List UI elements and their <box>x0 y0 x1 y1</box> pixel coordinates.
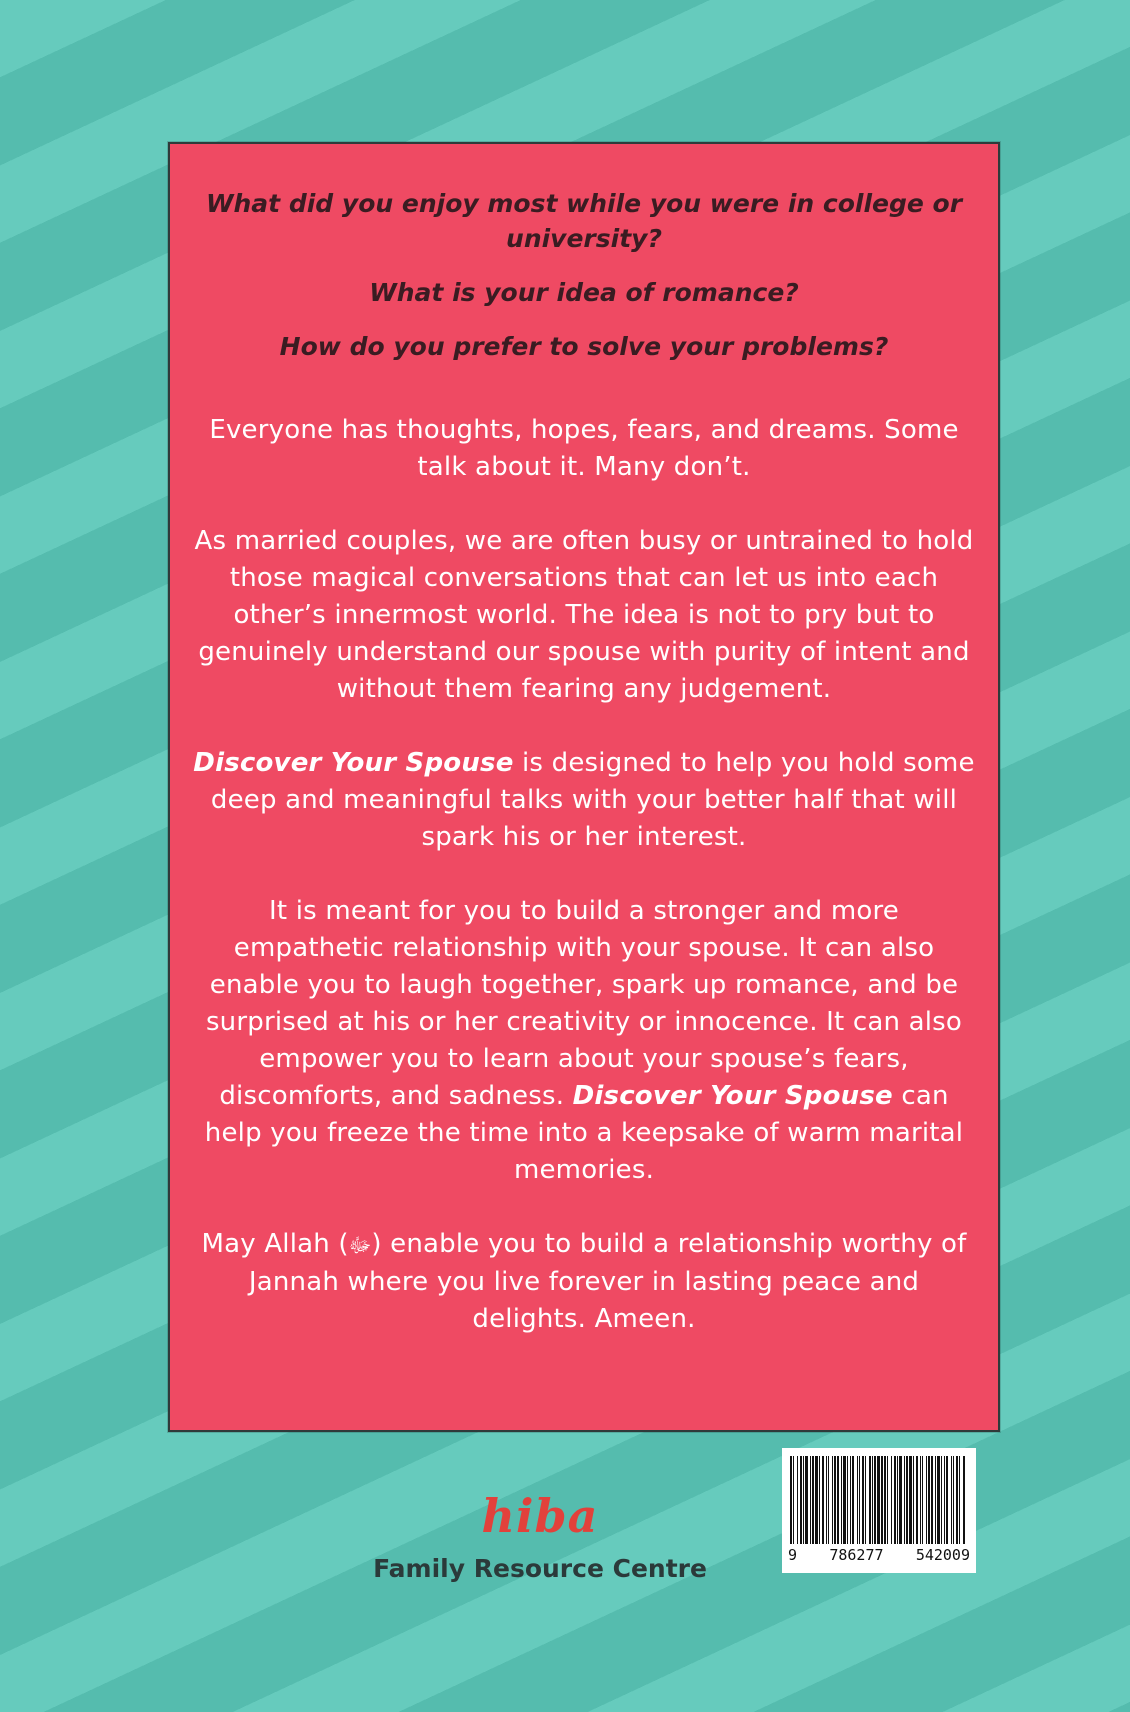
barcode-bar <box>956 1456 958 1544</box>
barcode-bar <box>946 1456 948 1544</box>
paragraph-5-text-a: May Allah ( <box>201 1229 349 1259</box>
barcode-bars <box>788 1456 970 1544</box>
barcode-digits-right: 542009 <box>915 1546 970 1564</box>
barcode-bar <box>920 1456 921 1544</box>
blurb <box>192 412 976 1375</box>
barcode-bar <box>810 1456 811 1544</box>
back-cover-panel <box>168 142 1000 1432</box>
barcode-bar <box>832 1456 833 1544</box>
barcode-bar <box>857 1456 858 1544</box>
barcode-bar <box>850 1456 851 1544</box>
honorific-symbol: ﷻ <box>348 1233 372 1257</box>
barcode-bar <box>837 1456 839 1544</box>
barcode-bar <box>894 1456 896 1544</box>
barcode-bar <box>951 1456 952 1544</box>
barcode-digits <box>788 1546 970 1564</box>
paragraph-1: Everyone has thoughts, hopes, fears, and dreams. Some talk about it. Many don’t. <box>209 415 959 482</box>
barcode-bar <box>843 1456 846 1544</box>
barcode-bar <box>913 1456 914 1544</box>
barcode-bar <box>909 1456 912 1544</box>
barcode-bar <box>793 1456 794 1544</box>
barcode-bar <box>891 1456 892 1544</box>
barcode-bar <box>834 1456 836 1544</box>
barcode-bar <box>872 1456 873 1544</box>
paragraph-5 <box>192 1226 976 1338</box>
barcode-bar <box>877 1456 880 1544</box>
question-2: What is your idea of romance? <box>369 278 799 307</box>
barcode-bar <box>884 1456 886 1544</box>
paragraph-4-text-a: It is meant for you to build a stronger and more empathetic relationship with your spouse. It can also enable you to laugh together, spark up romance, and be surprised at his or her creativity or innocence. It can also empower you to learn about your spouse’s fears, discomforts, and sadness. <box>205 896 963 1111</box>
barcode-bar <box>935 1456 936 1544</box>
barcode-bar <box>944 1456 945 1544</box>
paragraph-4-text-b: can help you freeze the time into a keepsake of warm marital memories. <box>204 1081 964 1185</box>
barcode-bar <box>963 1456 965 1544</box>
barcode-bar <box>906 1456 908 1544</box>
barcode-bar <box>959 1456 960 1544</box>
barcode-bar <box>812 1456 814 1544</box>
book-title: Discover Your Spouse <box>193 748 514 778</box>
publisher-name: Family Resource Centre <box>373 1554 707 1583</box>
barcode-bar <box>941 1456 942 1544</box>
publisher-logo: hiba <box>481 1489 599 1543</box>
barcode-bar <box>805 1456 808 1544</box>
barcode-bar <box>865 1456 866 1544</box>
book-title: Discover Your Spouse <box>572 1081 893 1111</box>
barcode-bar <box>828 1456 829 1544</box>
barcode-bar <box>859 1456 860 1544</box>
barcode-bar <box>815 1456 818 1544</box>
barcode-bar <box>899 1456 902 1544</box>
barcode-bar <box>937 1456 940 1544</box>
barcode-bar <box>803 1456 804 1544</box>
barcode-bar <box>790 1456 792 1544</box>
barcode-bar <box>819 1456 820 1544</box>
paragraph-5-text-b: ) enable you to build a relationship worthy of Jannah where you live forever in lasting peace and delights. Ameen. <box>248 1229 967 1334</box>
barcode-digits-left: 786277 <box>829 1546 884 1564</box>
barcode-bar <box>862 1456 864 1544</box>
paragraph-2: As married couples, we are often busy or untrained to hold those magical conversations that can let us into each other’s innermost world. The idea is not to pry but to genuinely understand our spouse with purity of intent and without them fearing any judgement. <box>194 526 974 704</box>
barcode-digit-first: 9 <box>788 1546 798 1564</box>
barcode-bar <box>887 1456 888 1544</box>
barcode-bar <box>931 1456 933 1544</box>
barcode-bar <box>826 1456 827 1544</box>
question-list <box>170 186 998 383</box>
barcode-bar <box>822 1456 824 1544</box>
barcode-bar <box>926 1456 927 1544</box>
barcode-bar <box>897 1456 898 1544</box>
barcode-bar <box>881 1456 883 1544</box>
question-1: What did you enjoy most while you were in college or university? <box>205 189 963 253</box>
barcode-bar <box>928 1456 930 1544</box>
barcode-bar <box>852 1456 854 1544</box>
paragraph-3-text: is designed to help you hold some deep and meaningful talks with your better half that will spark his or her interest. <box>210 748 975 852</box>
question-3: How do you prefer to solve your problems? <box>279 332 889 361</box>
paragraph-3 <box>192 745 976 856</box>
barcode-bar <box>874 1456 876 1544</box>
barcode-bar <box>869 1456 871 1544</box>
barcode-bar <box>847 1456 848 1544</box>
isbn-barcode <box>782 1448 976 1573</box>
publisher-block <box>340 1490 740 1583</box>
barcode-bar <box>841 1456 842 1544</box>
barcode-bar <box>916 1456 918 1544</box>
paragraph-4 <box>192 893 976 1189</box>
barcode-bar <box>953 1456 954 1544</box>
barcode-bar <box>922 1456 923 1544</box>
barcode-bar <box>797 1456 798 1544</box>
barcode-bar <box>800 1456 802 1544</box>
barcode-bar <box>904 1456 905 1544</box>
